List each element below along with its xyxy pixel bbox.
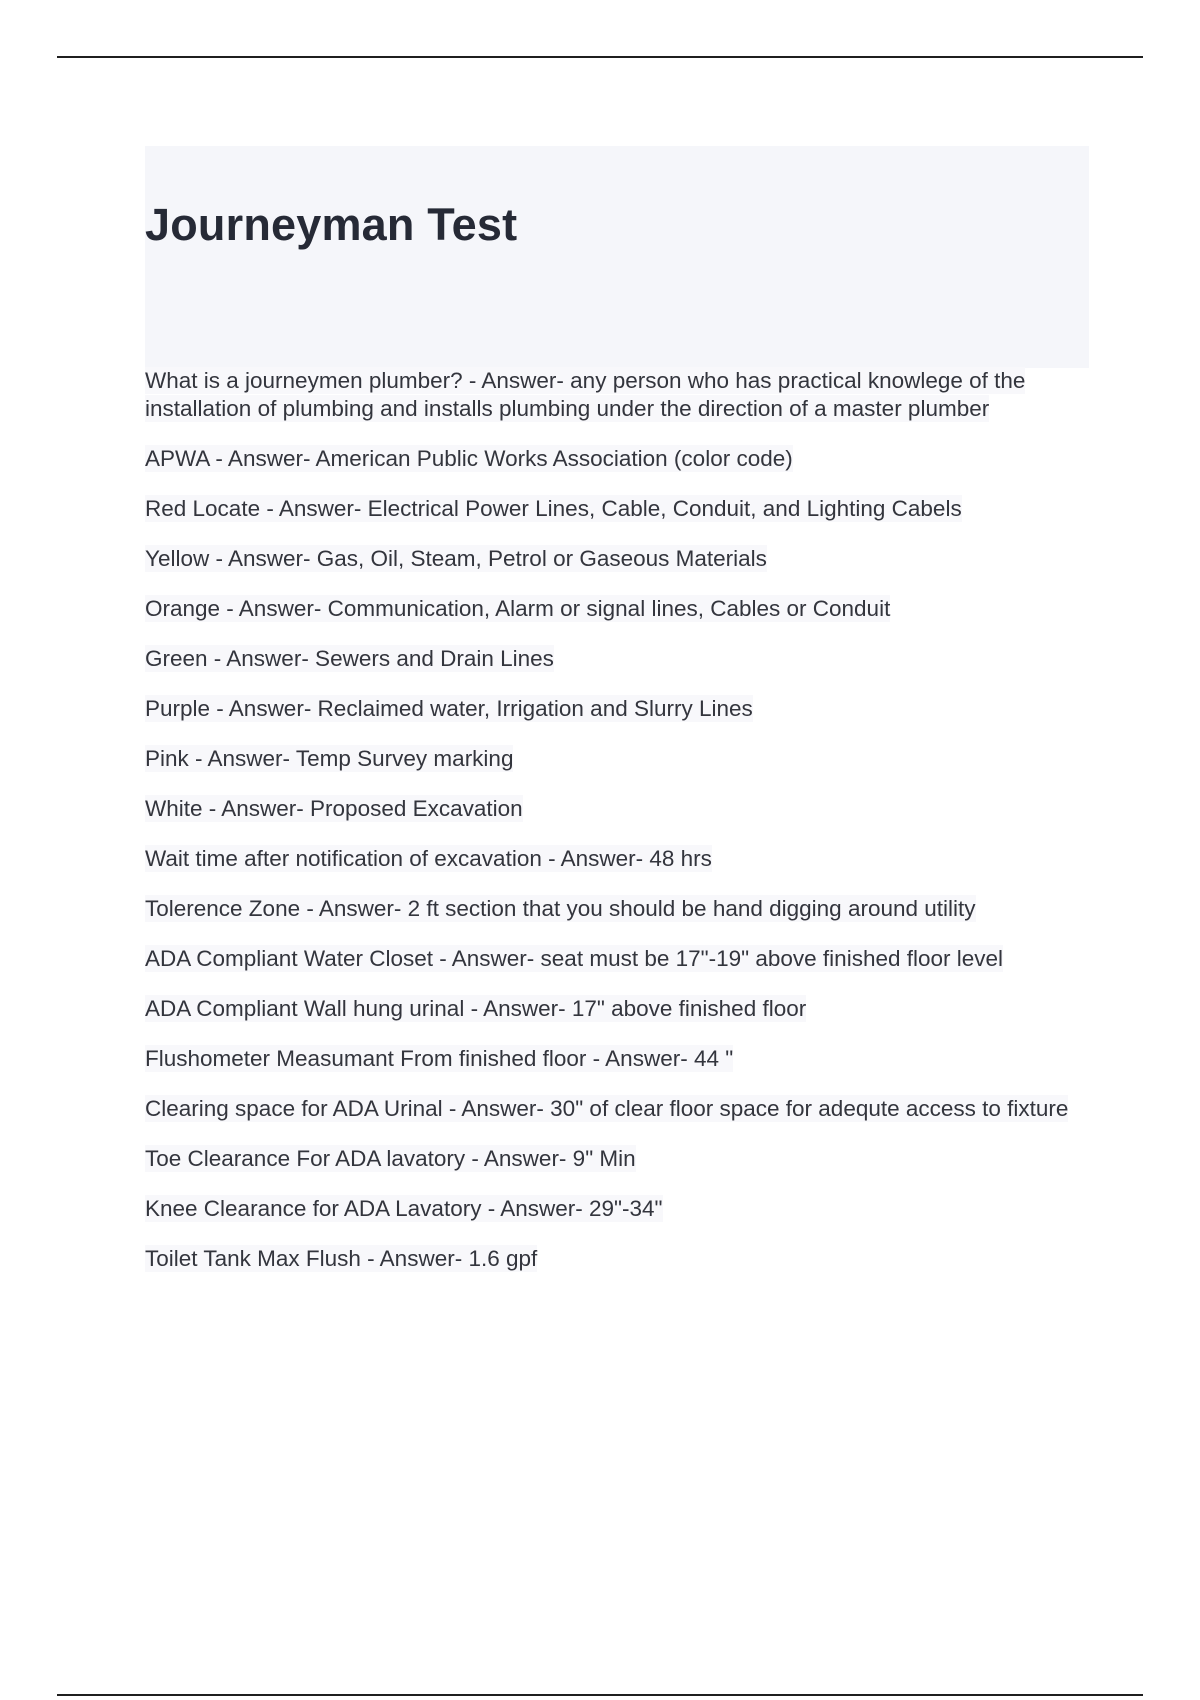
qa-text: Toe Clearance For ADA lavatory - Answer- 9" Min — [145, 1146, 636, 1171]
qa-list — [145, 367, 1095, 1295]
qa-item — [145, 595, 1095, 623]
qa-item — [145, 995, 1095, 1023]
qa-item — [145, 1095, 1095, 1123]
qa-text: White - Answer- Proposed Excavation — [145, 796, 523, 821]
qa-text: Orange - Answer- Communication, Alarm or signal lines, Cables or Conduit — [145, 596, 891, 621]
qa-text: Purple - Answer- Reclaimed water, Irrigation and Slurry Lines — [145, 696, 753, 721]
qa-text: ADA Compliant Wall hung urinal - Answer- 17" above finished floor — [145, 996, 807, 1021]
qa-text: Clearing space for ADA Urinal - Answer- 30" of clear floor space for adequte access to fixture — [145, 1096, 1069, 1121]
qa-text: Knee Clearance for ADA Lavatory - Answer- 29"-34" — [145, 1196, 663, 1221]
qa-item — [145, 695, 1095, 723]
qa-text: Green - Answer- Sewers and Drain Lines — [145, 646, 554, 671]
qa-text: Toilet Tank Max Flush - Answer- 1.6 gpf — [145, 1246, 538, 1271]
qa-item — [145, 745, 1095, 773]
qa-text: Wait time after notification of excavation - Answer- 48 hrs — [145, 846, 712, 871]
qa-item — [145, 545, 1095, 573]
page-title: Journeyman Test — [145, 199, 518, 250]
qa-item — [145, 645, 1095, 673]
bottom-divider — [57, 1694, 1143, 1696]
qa-item — [145, 945, 1095, 973]
qa-text: Flushometer Measumant From finished floor - Answer- 44 " — [145, 1046, 734, 1071]
qa-text: Pink - Answer- Temp Survey marking — [145, 746, 514, 771]
qa-text: APWA - Answer- American Public Works Association (color code) — [145, 446, 793, 471]
qa-item — [145, 1245, 1095, 1273]
qa-item — [145, 1045, 1095, 1073]
qa-item — [145, 795, 1095, 823]
qa-text: Red Locate - Answer- Electrical Power Lines, Cable, Conduit, and Lighting Cabels — [145, 496, 962, 521]
qa-item — [145, 1195, 1095, 1223]
qa-text: What is a journeymen plumber? - Answer- any person who has practical knowlege of the installation of plumbing and installs plumbing under the direction of a master plumber — [145, 368, 1026, 421]
qa-item — [145, 367, 1095, 423]
qa-item — [145, 1145, 1095, 1173]
qa-text: ADA Compliant Water Closet - Answer- seat must be 17"-19" above finished floor level — [145, 946, 1004, 971]
qa-item — [145, 495, 1095, 523]
qa-text: Yellow - Answer- Gas, Oil, Steam, Petrol or Gaseous Materials — [145, 546, 767, 571]
qa-item — [145, 895, 1095, 923]
title-band — [145, 146, 1089, 368]
qa-item — [145, 845, 1095, 873]
top-divider — [57, 56, 1143, 58]
qa-item — [145, 445, 1095, 473]
qa-text: Tolerence Zone - Answer- 2 ft section that you should be hand digging around utility — [145, 896, 976, 921]
